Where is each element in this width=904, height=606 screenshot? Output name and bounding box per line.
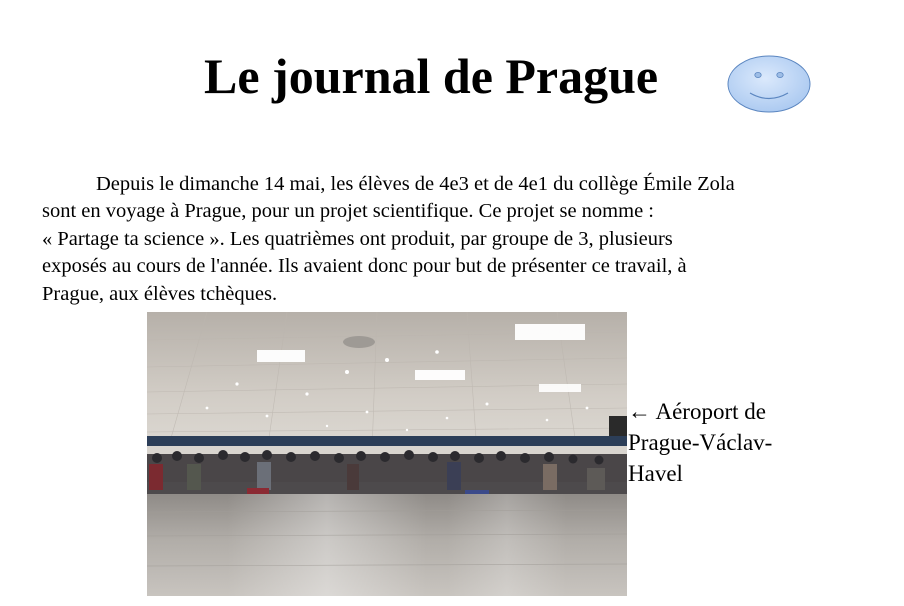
- caption-line: Havel: [628, 461, 683, 486]
- paragraph-line: Prague, aux élèves tchèques.: [42, 282, 278, 305]
- paragraph-line: Depuis le dimanche 14 mai, les élèves de 4e3 et de 4e1 du collège Émile Zola: [96, 173, 735, 195]
- airport-photo: [147, 312, 627, 596]
- caption-line: ← Aéroport de: [628, 399, 766, 424]
- paragraph-line: sont en voyage à Prague, pour un projet scientifique. Ce projet se nomme :: [42, 200, 654, 223]
- caption-line: Prague-Václav-: [628, 430, 773, 455]
- page-title: Le journal de Prague: [204, 48, 659, 104]
- paragraph-line: exposés au cours de l'année. Ils avaient donc pour but de présenter ce travail, à: [42, 255, 687, 278]
- paragraph-line: « Partage ta science ». Les quatrièmes ont produit, par groupe de 3, plusieurs: [42, 227, 673, 250]
- article-paragraph: [42, 171, 872, 308]
- photo-caption: [628, 396, 828, 489]
- smiley-face-icon: [726, 54, 812, 114]
